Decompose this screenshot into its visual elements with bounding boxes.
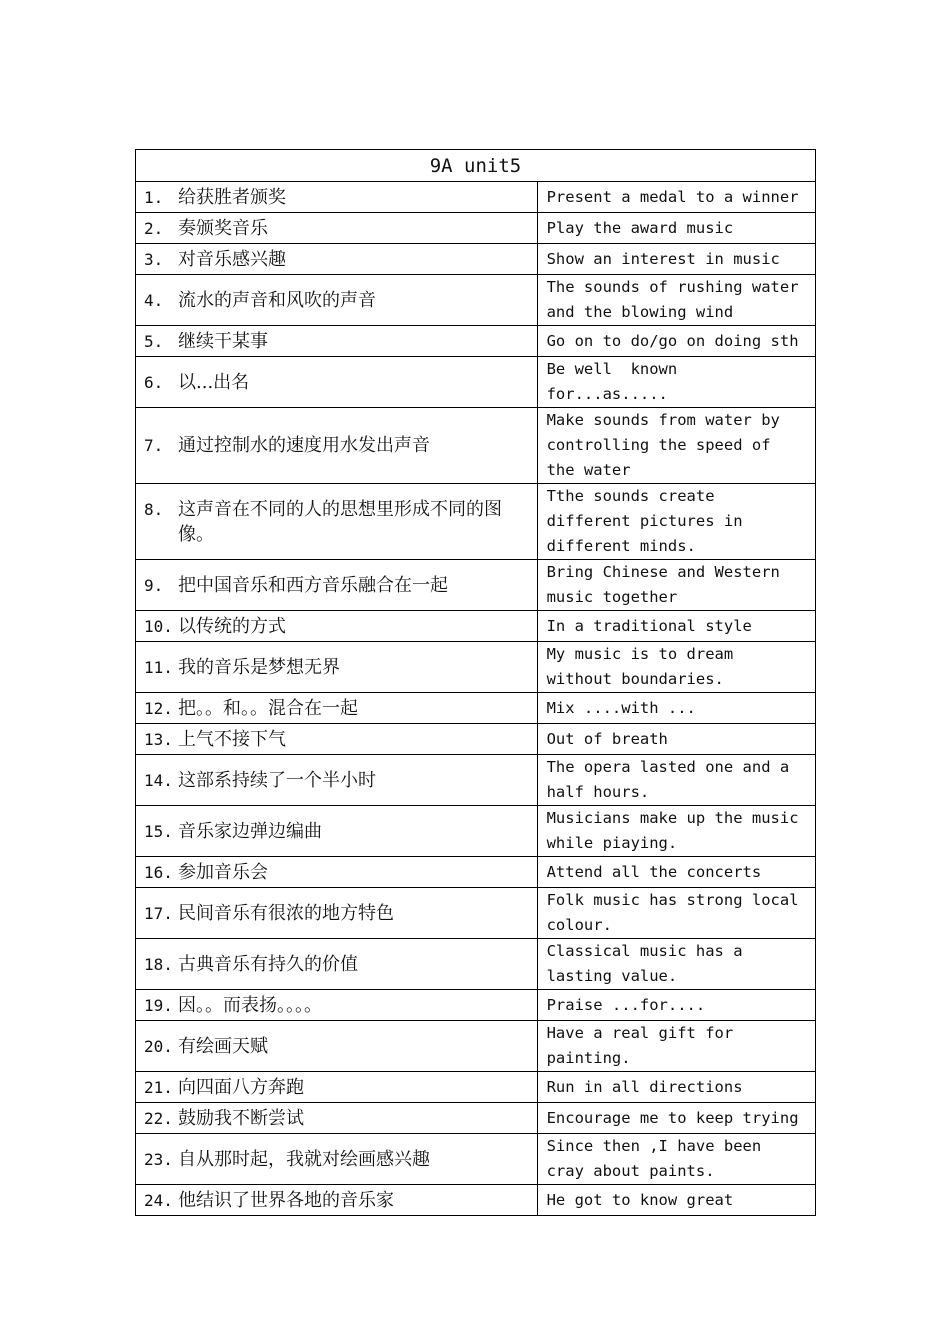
chinese-phrase-cell <box>136 213 538 244</box>
table-row <box>136 213 816 244</box>
chinese-phrase: 上气不接下气 <box>178 728 286 750</box>
item-number: 13. <box>144 729 173 749</box>
english-phrase-cell <box>537 693 815 724</box>
chinese-phrase-cell <box>136 888 538 939</box>
item-number: 2. <box>144 218 164 238</box>
chinese-phrase-wrap <box>136 952 537 977</box>
english-phrase-cell <box>537 611 815 642</box>
chinese-phrase: 自从那时起，我就对绘画感兴趣 <box>178 1148 430 1170</box>
item-number: 16. <box>144 862 173 882</box>
english-phrase: Run in all directions <box>546 1077 743 1096</box>
item-number: 18. <box>144 954 173 974</box>
english-phrase-cell <box>537 213 815 244</box>
chinese-phrase-wrap <box>136 1034 537 1059</box>
chinese-phrase-cell <box>136 693 538 724</box>
chinese-phrase: 把中国音乐和西方音乐融合在一起 <box>178 574 448 596</box>
chinese-phrase-wrap <box>136 696 537 721</box>
table-row <box>136 642 816 693</box>
table-row <box>136 357 816 408</box>
chinese-phrase-wrap <box>136 1106 537 1131</box>
chinese-phrase-cell <box>136 755 538 806</box>
item-number: 22. <box>144 1108 173 1128</box>
english-phrase-cell <box>537 408 815 484</box>
chinese-phrase: 古典音乐有持久的价值 <box>178 953 358 975</box>
chinese-phrase-cell <box>136 1021 538 1072</box>
table-row <box>136 990 816 1021</box>
chinese-phrase: 我的音乐是梦想无界 <box>178 656 340 678</box>
english-phrase: Musicians make up the music while piaying. <box>546 809 808 852</box>
chinese-phrase: 因。。而表扬。。。。 <box>178 994 322 1016</box>
english-phrase-cell <box>537 182 815 213</box>
english-phrase: Show an interest in music <box>546 249 780 268</box>
english-phrase: Classical music has a lasting value. <box>546 942 752 985</box>
english-phrase: Folk music has strong local colour. <box>546 891 808 934</box>
chinese-phrase-wrap <box>136 819 537 844</box>
chinese-phrase: 流水的声音和风吹的声音 <box>178 289 376 311</box>
item-number: 24. <box>144 1190 173 1210</box>
table-row <box>136 1021 816 1072</box>
item-number: 9. <box>144 575 164 595</box>
chinese-phrase: 参加音乐会 <box>178 861 268 883</box>
english-phrase-cell <box>537 1072 815 1103</box>
chinese-phrase: 向四面八方奔跑 <box>178 1076 304 1098</box>
chinese-phrase-cell <box>136 1134 538 1185</box>
english-phrase: In a traditional style <box>546 616 752 635</box>
table-row <box>136 1185 816 1216</box>
chinese-phrase-cell <box>136 990 538 1021</box>
english-phrase-cell <box>537 1103 815 1134</box>
english-phrase-cell <box>537 1185 815 1216</box>
table-row <box>136 755 816 806</box>
chinese-phrase-wrap <box>136 288 537 313</box>
table-body <box>136 182 816 1216</box>
english-phrase-cell <box>537 939 815 990</box>
chinese-phrase-wrap <box>136 370 537 395</box>
item-number: 20. <box>144 1036 173 1056</box>
chinese-phrase-cell <box>136 484 538 560</box>
chinese-phrase-wrap <box>136 614 537 639</box>
table-title: 9A unit5 <box>136 150 816 182</box>
english-phrase-cell <box>537 244 815 275</box>
chinese-phrase: 把。。和。。混合在一起 <box>178 697 358 719</box>
vocabulary-table <box>135 149 816 1216</box>
table-row <box>136 326 816 357</box>
english-phrase-cell <box>537 275 815 326</box>
table-row <box>136 693 816 724</box>
english-phrase-cell <box>537 724 815 755</box>
chinese-phrase: 以...出名 <box>178 371 250 393</box>
chinese-phrase-wrap <box>136 993 537 1018</box>
chinese-phrase-cell <box>136 408 538 484</box>
table-row <box>136 244 816 275</box>
chinese-phrase-cell <box>136 939 538 990</box>
chinese-phrase-cell <box>136 642 538 693</box>
chinese-phrase-cell <box>136 857 538 888</box>
english-phrase: Praise ...for.... <box>546 995 706 1014</box>
title-row <box>136 150 816 182</box>
english-phrase: Since then ,I have been cray about paints. <box>546 1137 771 1180</box>
english-phrase-cell <box>537 857 815 888</box>
english-phrase: Attend all the concerts <box>546 862 762 881</box>
item-number: 7. <box>144 436 164 455</box>
item-number: 1. <box>144 187 164 207</box>
table-row <box>136 611 816 642</box>
chinese-phrase-wrap <box>136 1075 537 1100</box>
chinese-phrase: 这部系持续了一个半小时 <box>178 769 376 791</box>
table-row <box>136 939 816 990</box>
english-phrase: Play the award music <box>546 218 734 237</box>
english-phrase-cell <box>537 560 815 611</box>
chinese-phrase-wrap <box>136 1147 537 1172</box>
chinese-phrase: 他结识了世界各地的音乐家 <box>178 1189 394 1211</box>
english-phrase: He got to know great <box>546 1190 734 1209</box>
chinese-phrase-cell <box>136 326 538 357</box>
english-phrase: Present a medal to a winner <box>546 187 799 206</box>
english-phrase-cell <box>537 806 815 857</box>
english-phrase: Tthe sounds create different pictures in different minds. <box>546 487 752 555</box>
table-row <box>136 857 816 888</box>
chinese-phrase: 奏颁奖音乐 <box>178 217 268 239</box>
table-row <box>136 1134 816 1185</box>
item-number: 17. <box>144 903 173 923</box>
english-phrase-cell <box>537 1134 815 1185</box>
item-number: 8. <box>144 499 164 519</box>
chinese-phrase-cell <box>136 1072 538 1103</box>
chinese-phrase: 对音乐感兴趣 <box>178 248 286 270</box>
chinese-phrase-cell <box>136 1185 538 1216</box>
chinese-phrase-cell <box>136 275 538 326</box>
item-number: 10. <box>144 616 173 636</box>
english-phrase: Go on to do/go on doing sth <box>546 331 799 350</box>
table-row <box>136 888 816 939</box>
table-row <box>136 560 816 611</box>
chinese-phrase-cell <box>136 611 538 642</box>
chinese-phrase-wrap <box>136 573 537 598</box>
chinese-phrase-cell <box>136 560 538 611</box>
chinese-phrase-cell <box>136 357 538 408</box>
item-number: 3. <box>144 249 164 269</box>
chinese-phrase-wrap <box>136 901 537 926</box>
chinese-phrase: 这声音在不同的人的思想里形成不同的图像。 <box>178 498 502 545</box>
item-number: 6. <box>144 372 164 392</box>
table-row <box>136 806 816 857</box>
chinese-phrase: 继续干某事 <box>178 330 268 352</box>
table-row <box>136 484 816 560</box>
chinese-phrase-cell <box>136 244 538 275</box>
item-number: 4. <box>144 290 164 310</box>
chinese-phrase: 民间音乐有很浓的地方特色 <box>178 902 394 924</box>
english-phrase: Encourage me to keep trying <box>546 1108 799 1127</box>
item-number: 11. <box>144 657 173 677</box>
english-phrase-cell <box>537 484 815 560</box>
chinese-phrase-cell <box>136 724 538 755</box>
english-phrase: Bring Chinese and Western music together <box>546 563 790 606</box>
item-number: 14. <box>144 770 173 790</box>
table-row <box>136 1103 816 1134</box>
english-phrase-cell <box>537 888 815 939</box>
english-phrase: Mix ....with ... <box>546 698 696 717</box>
chinese-phrase-wrap <box>136 247 537 272</box>
chinese-phrase: 有绘画天赋 <box>178 1035 268 1057</box>
table-row <box>136 724 816 755</box>
chinese-phrase-cell <box>136 806 538 857</box>
chinese-phrase: 通过控制水的速度用水发出声音 <box>178 435 430 456</box>
english-phrase-cell <box>537 755 815 806</box>
english-phrase-cell <box>537 357 815 408</box>
chinese-phrase-cell <box>136 182 538 213</box>
chinese-phrase-cell <box>136 1103 538 1134</box>
chinese-phrase-wrap <box>136 185 537 210</box>
chinese-phrase-wrap <box>136 329 537 354</box>
english-phrase: The opera lasted one and a half hours. <box>546 758 799 801</box>
table-row <box>136 275 816 326</box>
chinese-phrase-wrap <box>136 433 537 458</box>
chinese-phrase: 给获胜者颁奖 <box>178 186 286 208</box>
chinese-phrase-wrap <box>136 768 537 793</box>
chinese-phrase: 鼓励我不断尝试 <box>178 1107 304 1129</box>
english-phrase: The sounds of rushing water and the blowing wind <box>546 278 808 321</box>
item-number: 12. <box>144 698 173 718</box>
item-number: 15. <box>144 821 173 841</box>
item-number: 19. <box>144 995 173 1015</box>
english-phrase-cell <box>537 642 815 693</box>
english-phrase-cell <box>537 990 815 1021</box>
chinese-phrase-wrap <box>136 216 537 241</box>
english-phrase: Make sounds from water by controlling the speed of the water <box>546 411 790 479</box>
table-row <box>136 182 816 213</box>
chinese-phrase-wrap <box>136 727 537 752</box>
item-number: 5. <box>144 331 164 351</box>
english-phrase: My music is to dream without boundaries. <box>546 645 743 688</box>
english-phrase-cell <box>537 326 815 357</box>
chinese-phrase-wrap <box>136 497 537 547</box>
chinese-phrase-wrap <box>136 860 537 885</box>
item-number: 23. <box>144 1149 173 1169</box>
chinese-phrase-wrap <box>136 1188 537 1213</box>
item-number: 21. <box>144 1077 173 1097</box>
english-phrase: Out of breath <box>546 729 668 748</box>
english-phrase-cell <box>537 1021 815 1072</box>
english-phrase: Have a real gift for painting. <box>546 1024 743 1067</box>
english-phrase: Be well known for...as..... <box>546 360 687 403</box>
chinese-phrase-wrap <box>136 655 537 680</box>
table-row <box>136 408 816 484</box>
table-row <box>136 1072 816 1103</box>
chinese-phrase: 以传统的方式 <box>178 615 286 637</box>
chinese-phrase: 音乐家边弹边编曲 <box>178 820 322 842</box>
